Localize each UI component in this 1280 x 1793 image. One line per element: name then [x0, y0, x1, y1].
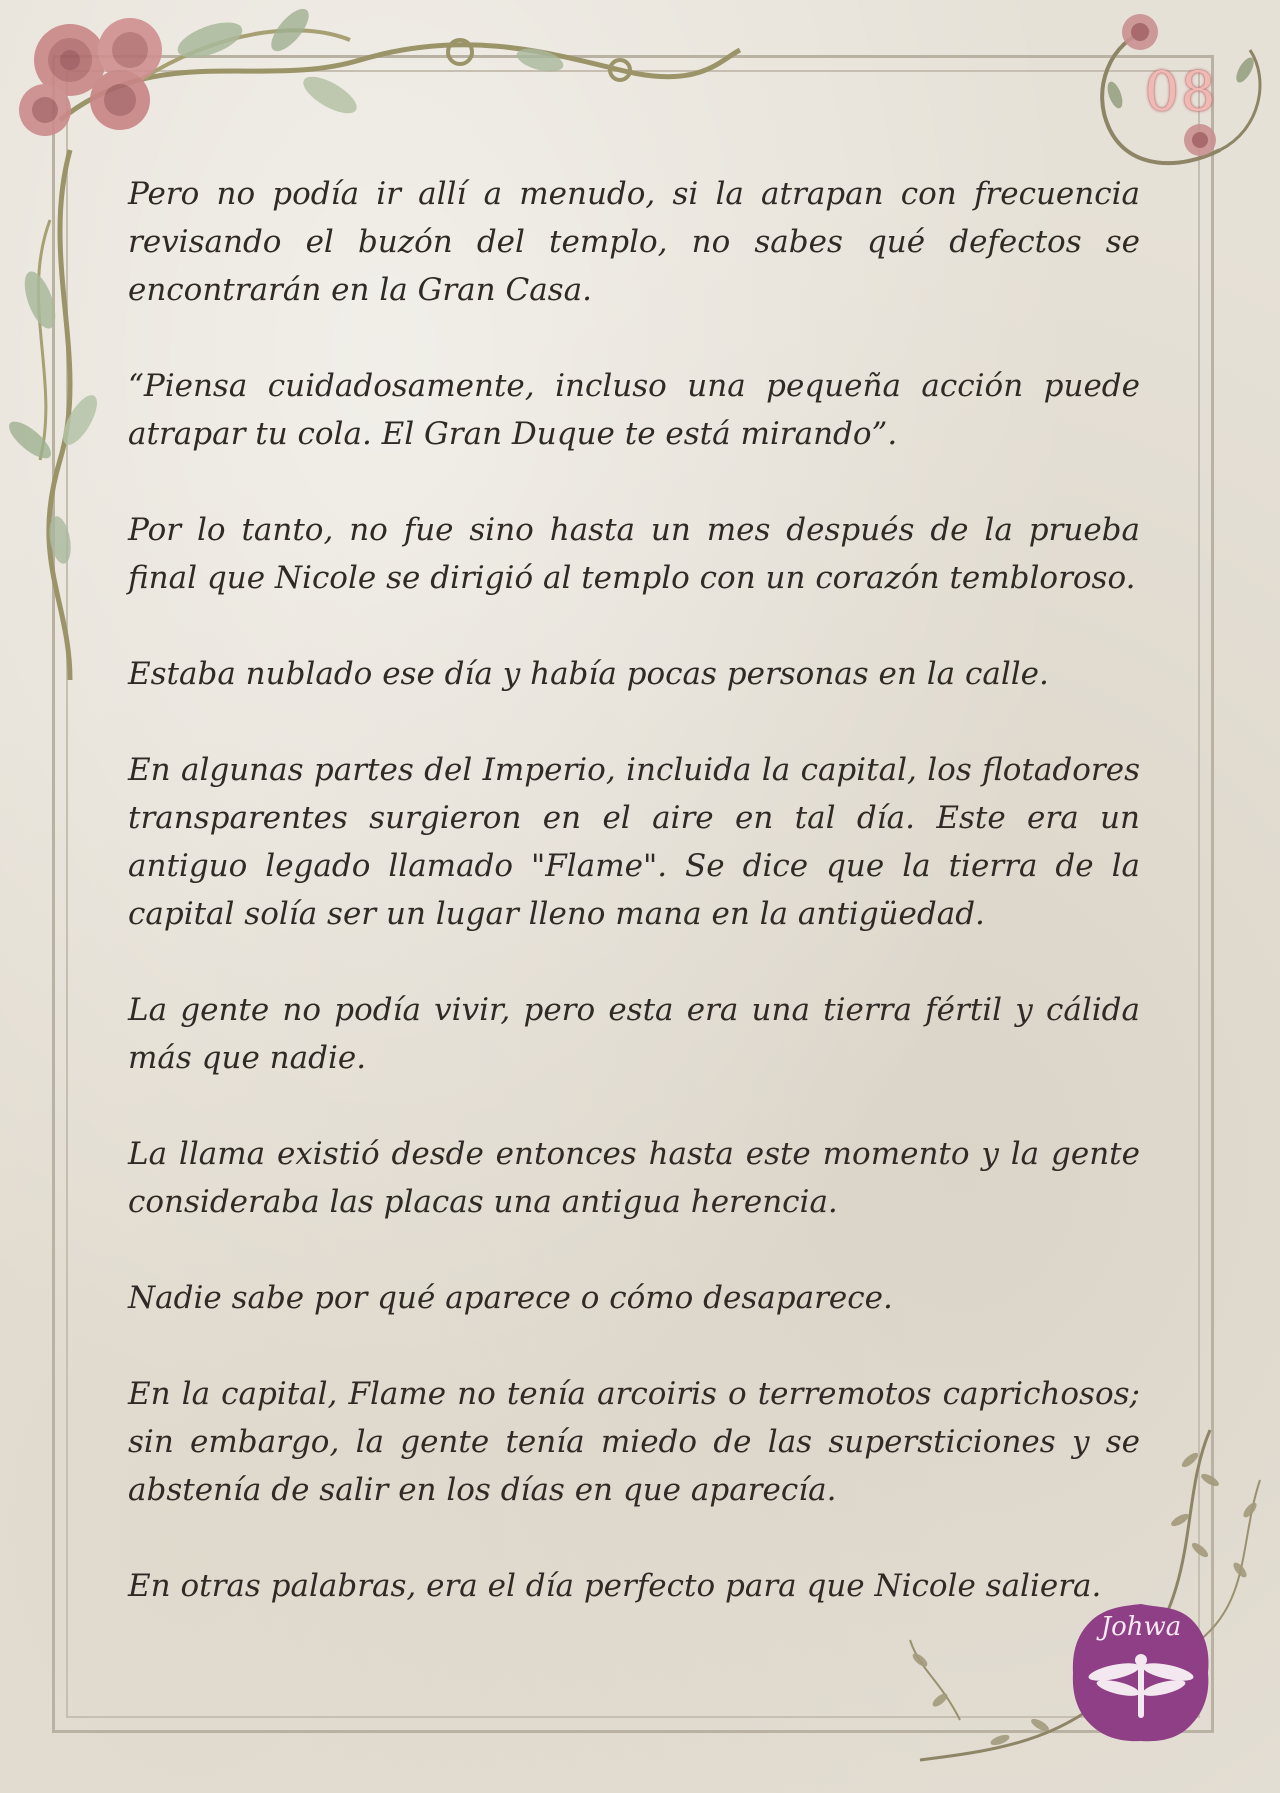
- paragraph: Nadie sabe por qué aparece o cómo desaparece.: [128, 1280, 893, 1316]
- badge-label: Johwa: [1100, 1612, 1182, 1642]
- paragraph: Pero no podía ir allí a menudo, si la atrapan con frecuencia revisando el buzón del templo, no sabes qué defectos se encontrarán en la Gran Casa.: [128, 176, 1140, 308]
- page-number: 08: [1144, 60, 1218, 123]
- paragraph: Por lo tanto, no fue sino hasta un mes después de la prueba final que Nicole se dirigió al templo con un corazón tembloroso.: [128, 512, 1140, 596]
- paragraph: Estaba nublado ese día y había pocas personas en la calle.: [128, 656, 1049, 692]
- rose-cluster: [19, 18, 162, 136]
- paragraph: La gente no podía vivir, pero esta era una tierra fértil y cálida más que nadie.: [128, 992, 1140, 1076]
- paragraph: En otras palabras, era el día perfecto para que Nicole saliera.: [128, 1568, 1102, 1604]
- paragraph: “Piensa cuidadosamente, incluso una pequeña acción puede atrapar tu cola. El Gran Duque te está mirando”.: [128, 368, 1140, 452]
- paragraph: En algunas partes del Imperio, incluida la capital, los flotadores transparentes surgieron en el aire en tal día. Este era un antiguo legado llamado "Flame". Se dice que la tierra de la capital solía ser un lugar lleno mana en la antigüedad.: [128, 752, 1140, 932]
- paragraph: En la capital, Flame no tenía arcoiris o terremotos caprichosos; sin embargo, la gente tenía miedo de las supersticiones y se abstenía de salir en los días en que aparecía.: [128, 1376, 1140, 1508]
- paragraph: La llama existió desde entonces hasta este momento y la gente consideraba las placas una antigua herencia.: [128, 1136, 1140, 1220]
